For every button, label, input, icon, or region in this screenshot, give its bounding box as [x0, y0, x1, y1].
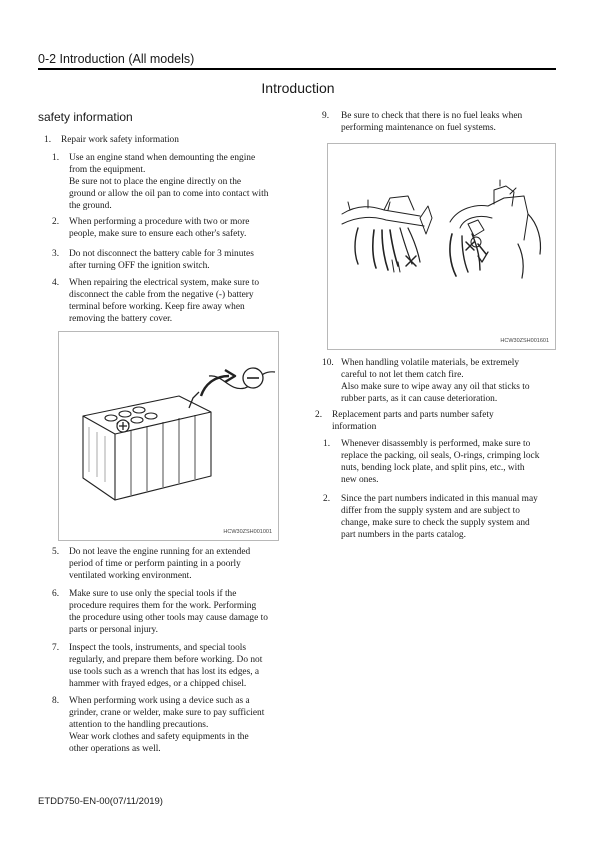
fuel-leak-illustration — [328, 144, 555, 349]
figure-caption: HCW30ZSH001601 — [500, 338, 549, 344]
item-line: Do not disconnect the battery cable for 3 minutes — [69, 249, 254, 259]
item-text: Repair work safety information — [61, 135, 179, 145]
item-line: When handling volatile materials, be extremely — [341, 358, 520, 368]
item-number: 3. — [52, 249, 60, 259]
item-line: performing maintenance on fuel systems. — [341, 123, 496, 134]
item-line: attention to the handling precautions. — [69, 720, 209, 731]
item-line: the ground. — [69, 201, 112, 212]
section-heading: safety information — [38, 110, 133, 124]
running-header: 0-2 Introduction (All models) — [38, 52, 195, 66]
item-line: change, make sure to check the supply system and — [341, 518, 530, 529]
item-number: 4. — [52, 278, 60, 288]
item-text — [69, 546, 250, 582]
item-text — [341, 357, 530, 405]
item-number: 8. — [52, 696, 60, 706]
item-text — [341, 110, 522, 134]
fuel-system-figure — [327, 143, 556, 350]
item-text — [341, 493, 538, 541]
item-line: terminal before working. Keep fire away when — [69, 302, 245, 313]
item-line: part numbers in the parts catalog. — [341, 530, 466, 541]
item-line: Be sure not to place the engine directly on the — [69, 177, 242, 188]
item-line: Do not leave the engine running for an extended — [69, 547, 251, 557]
item-line: rubber parts, as it can cause deterioration. — [341, 394, 498, 405]
item-number: 2. — [52, 217, 60, 227]
item-number: 1. — [323, 439, 331, 449]
item-number: 1. — [44, 135, 52, 145]
item-line: Inspect the tools, instruments, and special tools — [69, 643, 247, 653]
item-line: When repairing the electrical system, make sure to — [69, 278, 260, 288]
item-number: 7. — [52, 643, 60, 653]
item-line: Since the part numbers indicated in this manual may — [341, 494, 538, 504]
document-id: ETDD750-EN-00(07/11/2019) — [38, 796, 163, 807]
item-number: 6. — [52, 589, 60, 599]
item-line: hammer with frayed edges, or a chipped chisel. — [69, 679, 247, 690]
item-number: 10. — [322, 358, 334, 368]
item-line: other operations as well. — [69, 744, 161, 755]
item-line: removing the battery cover. — [69, 314, 173, 325]
item-line: careful to not let them catch fire. — [341, 370, 464, 381]
item-line: Make sure to use only the special tools if the — [69, 589, 237, 599]
item-line: information — [332, 422, 377, 433]
item-line: nuts, bending lock plate, and split pins, etc., with — [341, 463, 525, 474]
item-line: Whenever disassembly is performed, make sure to — [341, 439, 531, 449]
item-line: When performing work using a device such as a — [69, 696, 250, 706]
item-text — [69, 277, 259, 325]
item-number: 2. — [315, 410, 323, 420]
page-title: Introduction — [261, 80, 335, 96]
item-text — [341, 438, 539, 486]
item-line: procedure requires them for the work. Performing — [69, 601, 257, 612]
item-line: Be sure to check that there is no fuel leaks when — [341, 111, 523, 121]
item-text — [69, 216, 249, 240]
item-line: Replacement parts and parts number safety — [332, 410, 494, 420]
item-text — [69, 152, 268, 212]
item-number: 9. — [322, 111, 330, 121]
item-line: replace the packing, oil seals, O-rings, crimping lock — [341, 451, 540, 462]
item-text — [332, 409, 494, 433]
item-line: from the equipment. — [69, 165, 146, 176]
item-line: ventilated working environment. — [69, 571, 192, 582]
item-line: the procedure using other tools may cause damage to — [69, 613, 268, 624]
item-text — [69, 695, 264, 755]
item-number: 5. — [52, 547, 60, 557]
battery-figure — [58, 331, 279, 541]
item-text — [69, 642, 262, 690]
item-line: parts or personal injury. — [69, 625, 158, 636]
item-number: 2. — [323, 494, 331, 504]
battery-terminal-illustration — [59, 332, 278, 540]
item-line: Use an engine stand when demounting the engine — [69, 153, 256, 163]
item-line: new ones. — [341, 475, 379, 486]
item-number: 1. — [52, 153, 60, 163]
item-line: people, make sure to ensure each other's safety. — [69, 229, 247, 240]
item-line: differ from the supply system and are subject to — [341, 506, 520, 517]
header-rule — [38, 68, 556, 70]
figure-caption: HCW30ZSH001001 — [223, 529, 272, 535]
item-text — [69, 588, 268, 636]
item-line: after turning OFF the ignition switch. — [69, 261, 210, 272]
item-line: use tools such as a wrench that has lost its edges, a — [69, 667, 260, 678]
item-line: When performing a procedure with two or more — [69, 217, 250, 227]
item-line: grinder, crane or welder, make sure to pay sufficient — [69, 708, 265, 719]
item-line: Also make sure to wipe away any oil that sticks to — [341, 382, 530, 393]
item-line: Wear work clothes and safety equipments in the — [69, 732, 249, 743]
item-text — [69, 248, 254, 272]
item-line: period of time or perform painting in a poorly — [69, 559, 241, 570]
item-line: disconnect the cable from the negative (-) battery — [69, 290, 254, 301]
item-line: regularly, and prepare them before working. Do not — [69, 655, 263, 666]
item-line: ground or allow the oil pan to come into contact with — [69, 189, 269, 200]
